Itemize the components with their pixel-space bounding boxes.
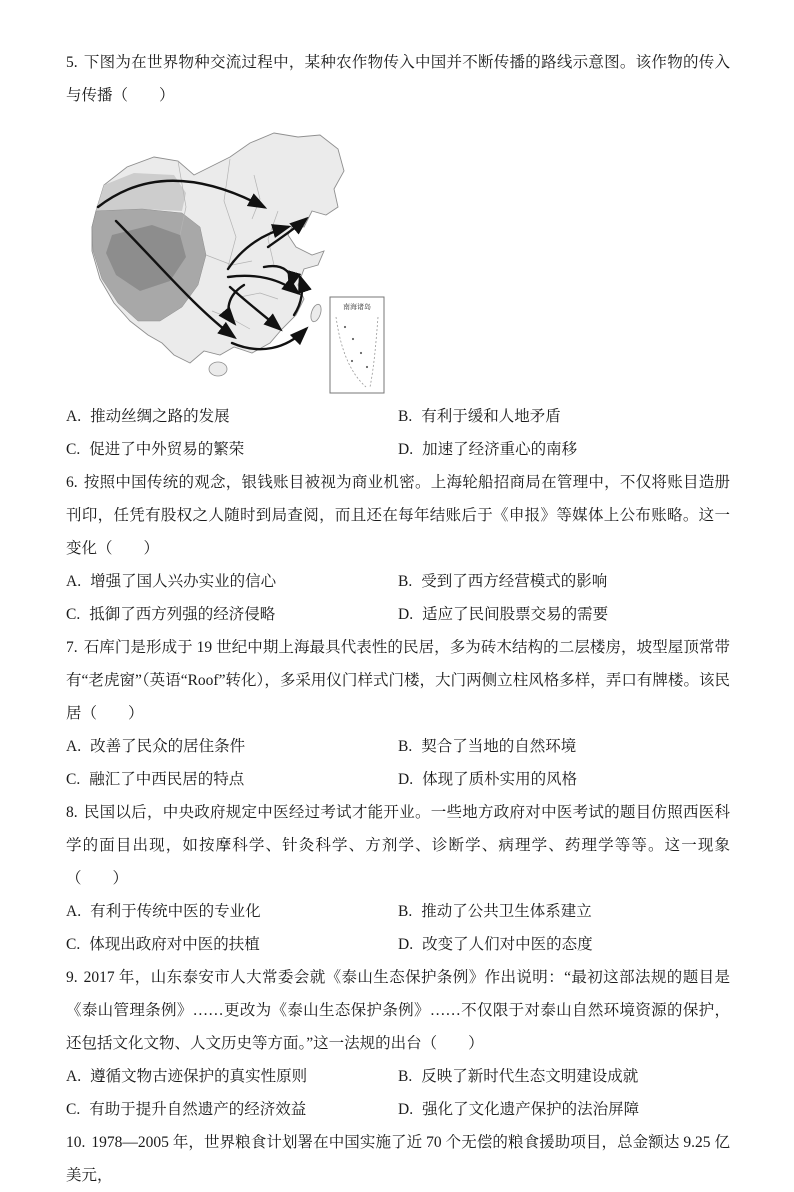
option-label: B. <box>398 573 413 590</box>
option-a <box>66 400 398 433</box>
option-d <box>398 928 730 961</box>
question-6 <box>66 466 730 631</box>
option-label: D. <box>398 1101 414 1118</box>
option-text: 反映了新时代生态文明建设成就 <box>421 1068 639 1085</box>
option-c <box>66 433 398 466</box>
option-label: D. <box>398 936 414 953</box>
option-text: 抵御了西方列强的经济侵略 <box>89 606 276 623</box>
option-label: C. <box>66 606 81 623</box>
option-label: C. <box>66 1101 81 1118</box>
question-stem-text: 1978—2005 年，世界粮食计划署在中国实施了近 70 个无偿的粮食援助项目，总金额达 9.25 亿美元， <box>66 1134 730 1184</box>
option-text: 遵循文物古迹保护的真实性原则 <box>90 1068 308 1085</box>
question-number: 7. <box>66 639 78 656</box>
option-label: B. <box>398 1068 413 1085</box>
option-text: 体现了质朴实用的风格 <box>422 771 578 788</box>
option-text: 改变了人们对中医的态度 <box>422 936 593 953</box>
option-a <box>66 565 398 598</box>
option-label: D. <box>398 441 414 458</box>
option-text: 体现出政府对中医的扶植 <box>89 936 260 953</box>
question-number: 6. <box>66 474 78 491</box>
option-label: A. <box>66 573 82 590</box>
option-b <box>398 400 730 433</box>
map-inset-label: 南海诸岛 <box>343 303 371 311</box>
north-shade-region <box>96 173 186 211</box>
question-8 <box>66 796 730 961</box>
option-text: 有助于提升自然遗产的经济效益 <box>89 1101 307 1118</box>
question-stem <box>66 46 730 112</box>
option-d <box>398 763 730 796</box>
option-label: A. <box>66 408 82 425</box>
option-label: C. <box>66 936 81 953</box>
option-text: 有利于传统中医的专业化 <box>90 903 261 920</box>
question-number: 9. <box>66 969 78 986</box>
options-q8 <box>66 895 730 961</box>
option-text: 推动了公共卫生体系建立 <box>421 903 592 920</box>
question-stem-text: 石库门是形成于 19 世纪中期上海最具代表性的民居，多为砖木结构的二层楼房，坡型屋顶常带有“老虎窗”（英语“Roof”转化），多采用仪门样式门楼，大门两侧立柱风格多样，弄口有牌楼。该民居（ ） <box>66 639 730 722</box>
option-text: 适应了民间股票交易的需要 <box>422 606 609 623</box>
options-q9 <box>66 1060 730 1126</box>
china-crop-spread-map <box>82 115 390 397</box>
option-label: A. <box>66 738 82 755</box>
option-c <box>66 598 398 631</box>
question-stem-text: 2017 年，山东泰安市人大常委会就《泰山生态保护条例》作出说明：“最初这部法规的题目是《泰山管理条例》……更改为《泰山生态保护条例》……不仅限于对泰山自然环境资源的保护，还包括文化文物、人文历史等方面。”这一法规的出台（ ） <box>66 969 730 1052</box>
option-label: B. <box>398 408 413 425</box>
option-text: 改善了民众的居住条件 <box>90 738 246 755</box>
option-text: 加速了经济重心的南移 <box>422 441 578 458</box>
question-number: 10. <box>66 1134 86 1151</box>
option-c <box>66 928 398 961</box>
option-b <box>398 730 730 763</box>
options-q7 <box>66 730 730 796</box>
question-stem-text: 按照中国传统的观念，银钱账目被视为商业机密。上海轮船招商局在管理中，不仅将账目造册刊印，任凭有股权之人随时到局查阅，而且还在每年结账后于《申报》等媒体上公布账略。这一变化（ ） <box>66 474 730 557</box>
question-9 <box>66 961 730 1126</box>
option-c <box>66 763 398 796</box>
option-text: 有利于缓和人地矛盾 <box>421 408 561 425</box>
question-5 <box>66 46 730 466</box>
option-label: C. <box>66 771 81 788</box>
option-text: 强化了文化遗产保护的法治屏障 <box>422 1101 640 1118</box>
option-a <box>66 1060 398 1093</box>
option-label: D. <box>398 771 414 788</box>
option-a <box>66 895 398 928</box>
question-stem <box>66 466 730 565</box>
options-q6 <box>66 565 730 631</box>
option-label: A. <box>66 903 82 920</box>
hainan-island <box>209 362 227 376</box>
option-text: 受到了西方经营模式的影响 <box>421 573 608 590</box>
option-text: 融汇了中西民居的特点 <box>89 771 245 788</box>
option-text: 契合了当地的自然环境 <box>421 738 577 755</box>
question-7 <box>66 631 730 796</box>
option-b <box>398 1060 730 1093</box>
option-text: 促进了中外贸易的繁荣 <box>89 441 245 458</box>
option-d <box>398 1093 730 1126</box>
option-a <box>66 730 398 763</box>
map-inset <box>330 297 384 393</box>
options-q5 <box>66 400 730 466</box>
question-stem <box>66 796 730 895</box>
option-c <box>66 1093 398 1126</box>
option-label: D. <box>398 606 414 623</box>
question-stem <box>66 631 730 730</box>
option-label: B. <box>398 903 413 920</box>
question-stem-text: 民国以后，中央政府规定中医经过考试才能开业。一些地方政府对中医考试的题目仿照西医科学的面目出现，如按摩科学、针灸科学、方剂学、诊断学、病理学、药理学等等。这一现象（ ） <box>66 804 730 887</box>
question-stem <box>66 961 730 1060</box>
option-text: 推动丝绸之路的发展 <box>90 408 230 425</box>
option-text: 增强了国人兴办实业的信心 <box>90 573 277 590</box>
option-label: C. <box>66 441 81 458</box>
option-label: B. <box>398 738 413 755</box>
question-number: 8. <box>66 804 78 821</box>
option-b <box>398 895 730 928</box>
option-label: A. <box>66 1068 82 1085</box>
option-b <box>398 565 730 598</box>
question-number: 5. <box>66 54 78 71</box>
taiwan-island <box>309 303 323 323</box>
option-d <box>398 433 730 466</box>
question-10 <box>66 1126 730 1192</box>
question-stem <box>66 1126 730 1192</box>
option-d <box>398 598 730 631</box>
question-stem-text: 下图为在世界物种交流过程中，某种农作物传入中国并不断传播的路线示意图。该作物的传入与传播（ ） <box>66 54 730 104</box>
